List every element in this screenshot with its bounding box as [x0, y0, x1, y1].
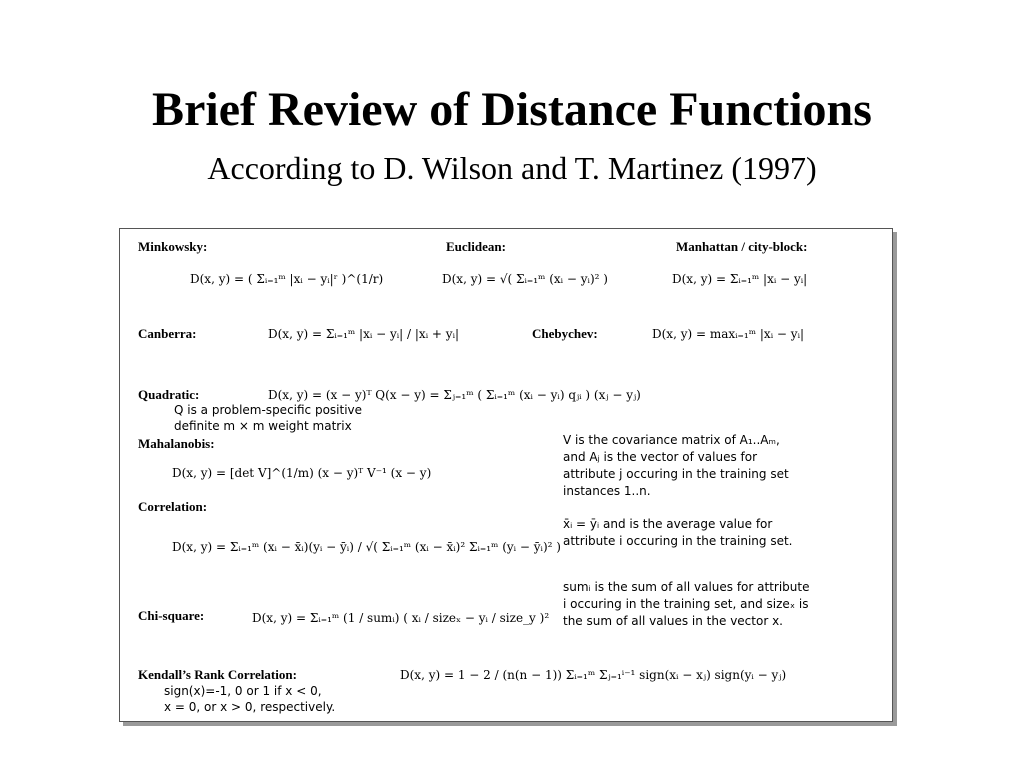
kendall-label: Kendall’s Rank Correlation:: [138, 667, 297, 682]
chebychev-label: Chebychev:: [532, 326, 598, 341]
slide-title: Brief Review of Distance Functions: [152, 83, 872, 136]
manhattan-label: Manhattan / city-block:: [676, 239, 808, 254]
chi-square-label: Chi-square:: [138, 608, 205, 623]
canberra-formula: D(x, y) = Σᵢ₌₁ᵐ |xᵢ − yᵢ| / |xᵢ + yᵢ|: [268, 327, 460, 341]
mahalanobis-desc-line1: V is the covariance matrix of A₁..Aₘ,: [563, 433, 780, 447]
correlation-description: [563, 516, 792, 550]
mahalanobis-label: Mahalanobis:: [138, 436, 215, 451]
chi-square-description: [563, 579, 810, 630]
correlation-desc-line1: x̄ᵢ = ȳᵢ and is the average value for: [563, 517, 773, 531]
chi-square-desc-line2: i occuring in the training set, and sizeₓ is: [563, 597, 809, 611]
correlation-label: Correlation:: [138, 499, 208, 514]
kendall-formula: D(x, y) = 1 − 2 / (n(n − 1)) Σᵢ₌₁ᵐ Σⱼ₌₁ⁱ⁻¹ sign(xᵢ − xⱼ) sign(yᵢ − yⱼ): [400, 668, 787, 682]
chi-square-desc-line3: the sum of all values in the vector x.: [563, 614, 783, 628]
quadratic-label: Quadratic:: [138, 387, 200, 402]
manhattan-formula: D(x, y) = Σᵢ₌₁ᵐ |xᵢ − yᵢ|: [672, 272, 808, 286]
chi-square-desc-line1: sumᵢ is the sum of all values for attribute: [563, 580, 810, 594]
chebychev-formula: D(x, y) = maxᵢ₌₁ᵐ |xᵢ − yᵢ|: [652, 327, 805, 341]
canberra-label: Canberra:: [138, 326, 197, 341]
quadratic-note-line1: Q is a problem-specific positive: [174, 403, 363, 417]
kendall-note-line2: x = 0, or x > 0, respectively.: [164, 700, 336, 714]
kendall-note-line1: sign(x)=-1, 0 or 1 if x < 0,: [164, 684, 322, 698]
quadratic-note-line2: definite m × m weight matrix: [174, 419, 352, 433]
mahalanobis-formula: D(x, y) = [det V]^(1/m) (x − y)ᵀ V⁻¹ (x − y): [172, 466, 432, 480]
mahalanobis-desc-line3: attribute j occuring in the training set: [563, 467, 789, 481]
correlation-formula: D(x, y) = Σᵢ₌₁ᵐ (xᵢ − x̄ᵢ)(yᵢ − ȳᵢ) / √( Σᵢ₌₁ᵐ (xᵢ − x̄ᵢ)² Σᵢ₌₁ᵐ (yᵢ − ȳᵢ)² ): [172, 540, 561, 554]
quadratic-formula: D(x, y) = (x − y)ᵀ Q(x − y) = Σⱼ₌₁ᵐ ( Σᵢ₌₁ᵐ (xᵢ − yᵢ) qⱼᵢ ) (xⱼ − yⱼ): [268, 388, 641, 402]
chi-square-formula: D(x, y) = Σᵢ₌₁ᵐ (1 / sumᵢ) ( xᵢ / sizeₓ − yᵢ / size_y )²: [252, 611, 550, 625]
distance-functions-figure: [119, 228, 893, 722]
mahalanobis-desc-line4: instances 1..n.: [563, 484, 651, 498]
mahalanobis-desc-line2: and Aⱼ is the vector of values for: [563, 450, 758, 464]
correlation-desc-line2: attribute i occuring in the training set.: [563, 534, 793, 548]
slide-subtitle: According to D. Wilson and T. Martinez (1997): [207, 150, 817, 186]
minkowsky-formula: D(x, y) = ( Σᵢ₌₁ᵐ |xᵢ − yᵢ|ʳ )^(1/r): [190, 272, 384, 286]
euclidean-label: Euclidean:: [446, 239, 506, 254]
euclidean-formula: D(x, y) = √( Σᵢ₌₁ᵐ (xᵢ − yᵢ)² ): [442, 272, 608, 286]
mahalanobis-description: [563, 432, 789, 500]
minkowsky-label: Minkowsky:: [138, 239, 208, 254]
